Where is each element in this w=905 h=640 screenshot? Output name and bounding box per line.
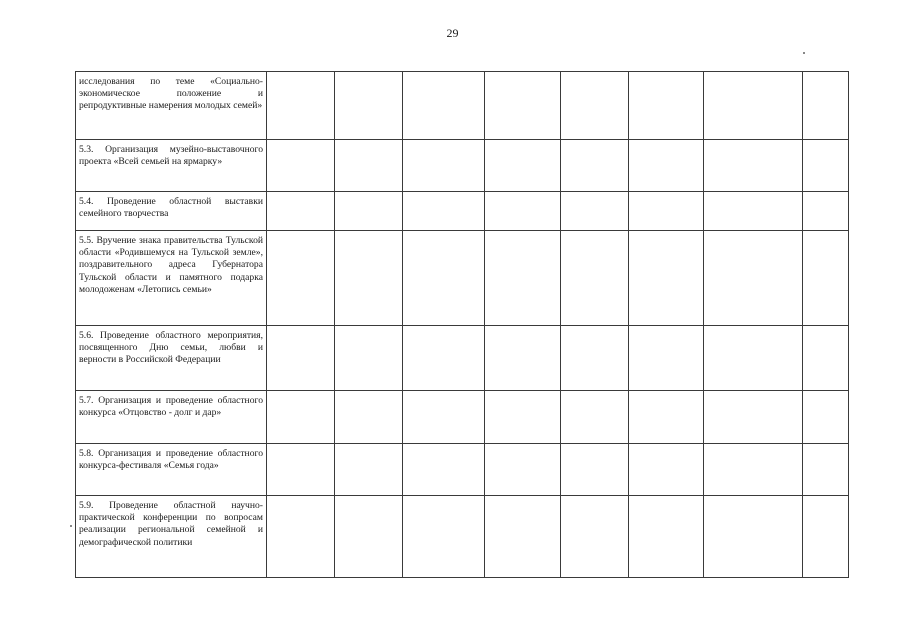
empty-cell [335,391,403,444]
activity-description-cell [76,72,267,140]
activity-description: 5.3. Организация музейно-выставочного проекта «Всей семьей на ярмарку» [79,144,263,168]
empty-cell [403,72,485,140]
activity-description: 5.6. Проведение областного мероприятия, посвященного Дню семьи, любви и верности в Российской Федерации [79,330,263,366]
empty-cell [267,391,335,444]
activity-description: 5.5. Вручение знака правительства Тульской области «Родившемуся на Тульской земле», поздравительного адреса Губернатора Тульской области и памятного подарка молодоженам «Летопись семьи» [79,235,263,295]
empty-cell [629,231,704,326]
empty-cell [803,72,849,140]
empty-cell [561,391,629,444]
activity-description-cell [76,444,267,496]
empty-cell [803,231,849,326]
empty-cell [629,391,704,444]
empty-cell [704,192,803,231]
empty-cell [335,444,403,496]
activity-description: 5.4. Проведение областной выставки семейного творчества [79,196,263,220]
empty-cell [704,140,803,192]
empty-cell [704,391,803,444]
empty-cell [629,192,704,231]
empty-cell [561,231,629,326]
table-row [76,444,849,496]
empty-cell [403,231,485,326]
empty-cell [267,192,335,231]
empty-cell [485,231,561,326]
empty-cell [335,496,403,578]
activity-description: 5.9. Проведение областной научно-практической конференции по вопросам реализации региональной семейной и демографической политики [79,500,263,548]
empty-cell [403,192,485,231]
empty-cell [629,444,704,496]
empty-cell [267,72,335,140]
empty-cell [704,72,803,140]
empty-cell [561,140,629,192]
scan-speck [70,525,72,527]
empty-cell [335,140,403,192]
empty-cell [803,444,849,496]
empty-cell [803,391,849,444]
empty-cell [403,496,485,578]
table-row [76,192,849,231]
empty-cell [803,140,849,192]
empty-cell [803,496,849,578]
empty-cell [704,231,803,326]
empty-cell [704,326,803,391]
empty-cell [485,72,561,140]
empty-cell [267,140,335,192]
table-row [76,140,849,192]
empty-cell [629,326,704,391]
empty-cell [267,231,335,326]
empty-cell [803,326,849,391]
empty-cell [267,496,335,578]
empty-cell [485,192,561,231]
empty-cell [267,326,335,391]
activity-description-cell [76,231,267,326]
activity-description: 5.7. Организация и проведение областного конкурса «Отцовство - долг и дар» [79,395,263,419]
empty-cell [403,444,485,496]
empty-cell [403,140,485,192]
empty-cell [335,192,403,231]
empty-cell [561,192,629,231]
empty-cell [485,391,561,444]
empty-cell [485,140,561,192]
activity-description-cell [76,496,267,578]
activity-description-cell [76,192,267,231]
scan-speck [803,52,805,54]
activity-description-cell [76,326,267,391]
table-row [76,326,849,391]
table-row [76,391,849,444]
empty-cell [335,231,403,326]
empty-cell [629,140,704,192]
empty-cell [561,444,629,496]
empty-cell [403,391,485,444]
page-number: 29 [446,26,459,40]
table-row [76,496,849,578]
table-row [76,231,849,326]
plan-table [75,71,849,578]
empty-cell [335,72,403,140]
empty-cell [561,326,629,391]
table-row [76,72,849,140]
empty-cell [335,326,403,391]
activity-description: исследования по теме «Социально-экономическое положение и репродуктивные намерения молодых семей» [79,76,263,112]
empty-cell [629,496,704,578]
empty-cell [629,72,704,140]
empty-cell [403,326,485,391]
empty-cell [561,72,629,140]
empty-cell [803,192,849,231]
empty-cell [704,444,803,496]
activity-description: 5.8. Организация и проведение областного конкурса-фестиваля «Семья года» [79,448,263,472]
empty-cell [561,496,629,578]
empty-cell [485,496,561,578]
empty-cell [267,444,335,496]
empty-cell [485,326,561,391]
empty-cell [704,496,803,578]
activity-description-cell [76,140,267,192]
empty-cell [485,444,561,496]
activity-description-cell [76,391,267,444]
